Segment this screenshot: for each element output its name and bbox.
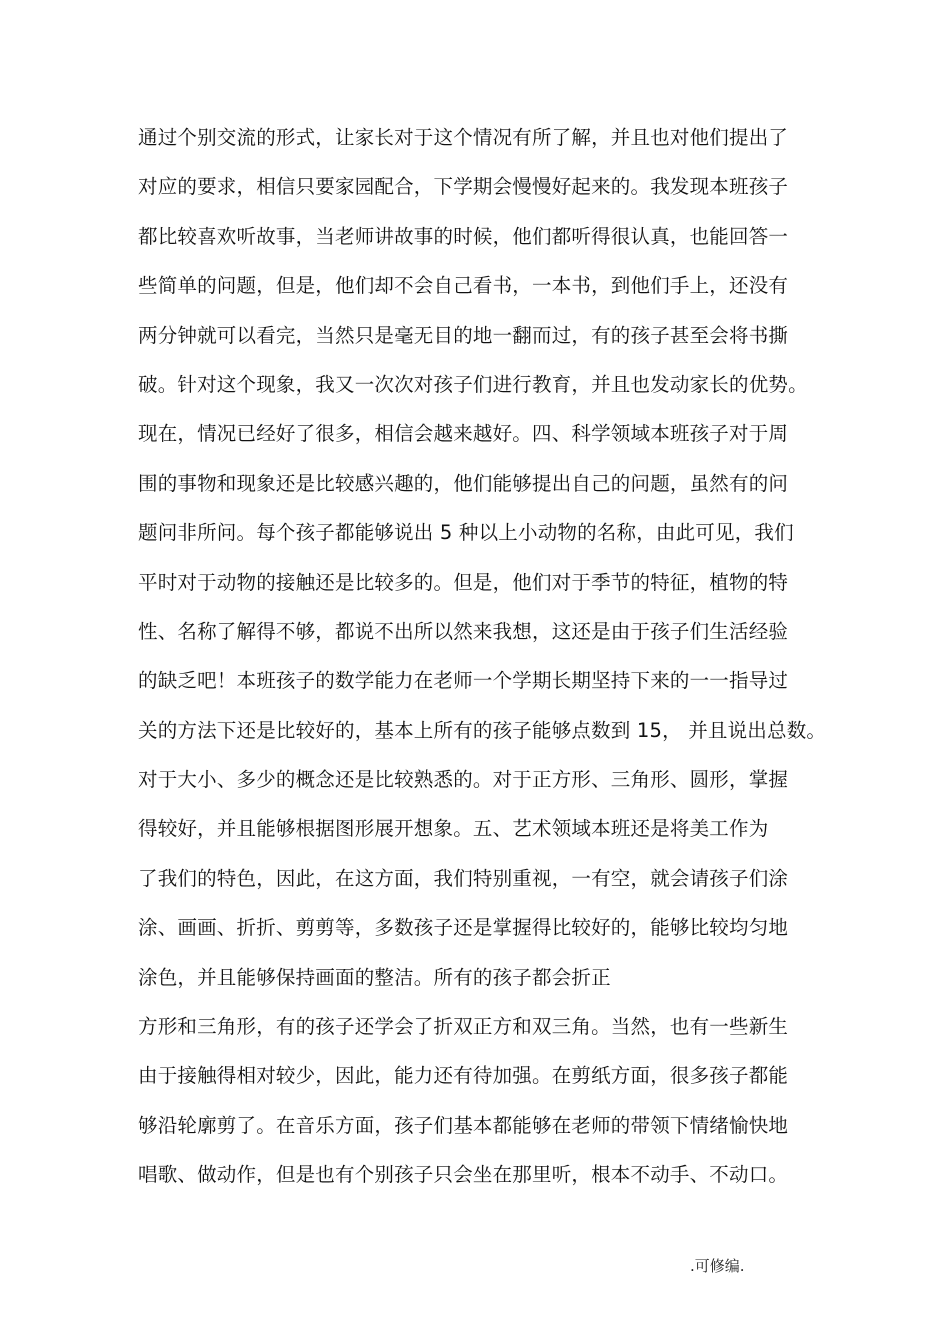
text-line: 得较好，并且能够根据图形展开想象。五、艺术领域本班还是将美工作为 [138,817,769,841]
text-line: 方形和三角形，有的孩子还学会了折双正方和双三角。当然，也有一些新生 [138,1015,789,1039]
text-line: 了我们的特色，因此，在这方面，我们特别重视，一有空，就会请孩子们涂 [138,866,789,890]
text-line: 唱歌、做动作，但是也有个别孩子只会坐在那里听，根本不动手、不动口。 [138,1163,789,1187]
text-line: 围的事物和现象还是比较感兴趣的，他们能够提出自己的问题，虽然有的问 [138,471,789,495]
text-line: 题问非所问。每个孩子都能够说出 5 种以上小动物的名称，由此可见，我们 [138,521,794,545]
body-text [138,113,838,1200]
text-line: 涂色，并且能够保持画面的整洁。所有的孩子都会折正 [138,965,611,989]
text-line: 的缺乏吧！本班孩子的数学能力在老师一个学期长期坚持下来的一一指导过 [138,669,789,693]
text-line: 性、名称了解得不够，都说不出所以然来我想，这还是由于孩子们生活经验 [138,619,789,643]
text-line: 现在，情况已经好了很多，相信会越来越好。四、科学领域本班孩子对于周 [138,422,789,446]
text-line: 对于大小、多少的概念还是比较熟悉的。对于正方形、三角形、圆形，掌握 [138,768,789,792]
text-line: 些简单的问题，但是，他们却不会自己看书，一本书，到他们手上，还没有 [138,274,789,298]
text-line: 平时对于动物的接触还是比较多的。但是，他们对于季节的特征，植物的特 [138,570,789,594]
text-line: 涂、画画、折折、剪剪等，多数孩子还是掌握得比较好的，能够比较均匀地 [138,916,789,940]
text-line: 对应的要求，相信只要家园配合，下学期会慢慢好起来的。我发现本班孩子 [138,175,789,199]
text-line: 关的方法下还是比较好的，基本上所有的孩子能够点数到 15， 并且说出总数。 [138,718,827,742]
text-line: 够沿轮廓剪了。在音乐方面，孩子们基本都能够在老师的带领下情绪愉快地 [138,1113,789,1137]
text-line: 通过个别交流的形式，让家长对于这个情况有所了解，并且也对他们提出了 [138,126,789,149]
page-footer: .可修编. [690,1257,745,1275]
text-line: 由于接触得相对较少，因此，能力还有待加强。在剪纸方面，很多孩子都能 [138,1064,789,1088]
text-line: 破。针对这个现象，我又一次次对孩子们进行教育，并且也发动家长的优势。 [138,372,808,396]
text-line: 两分钟就可以看完，当然只是毫无目的地一翻而过，有的孩子甚至会将书撕 [138,323,789,347]
text-line: 都比较喜欢听故事，当老师讲故事的时候，他们都听得很认真，也能回答一 [138,224,789,248]
